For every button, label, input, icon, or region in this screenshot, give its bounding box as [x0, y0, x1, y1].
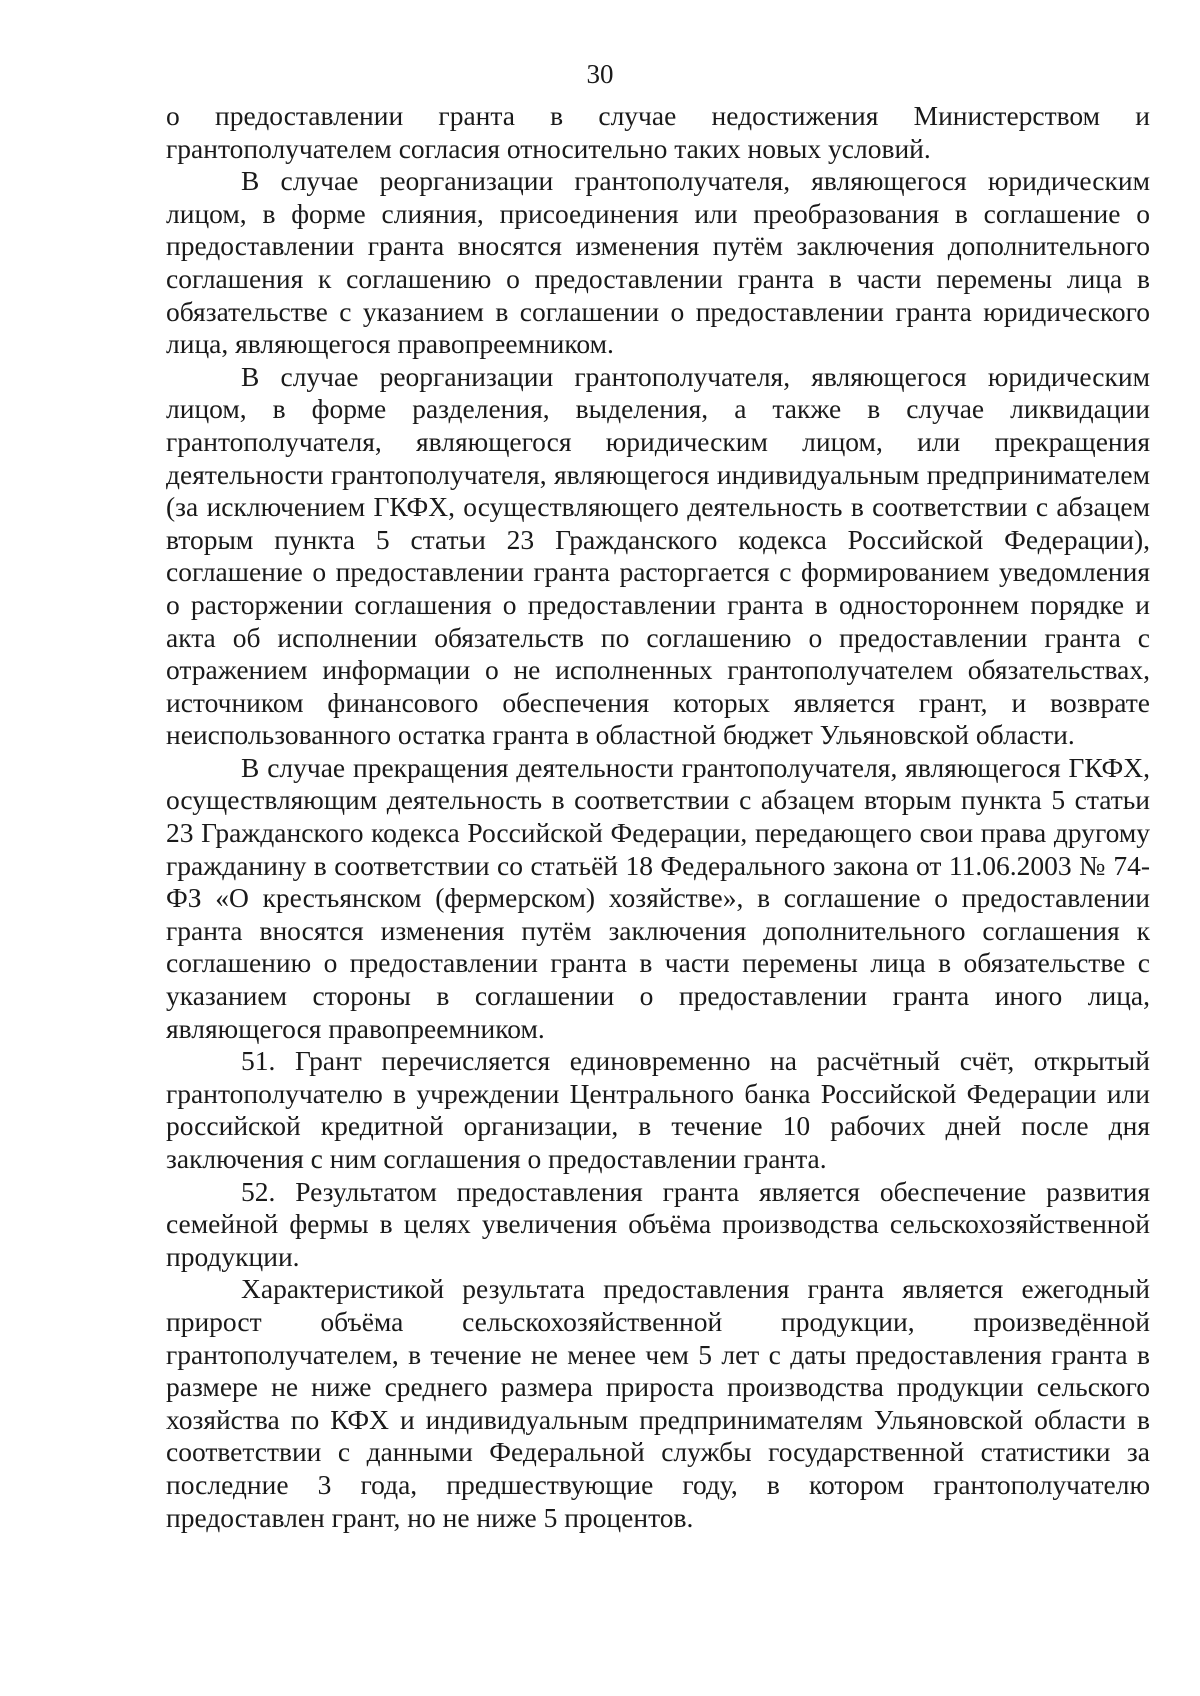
paragraph-reorganization-merger: В случае реорганизации грантополучателя, являющегося юридическим лицом, в форме слияния, присоединения или преобразования в соглашение о предоставлении гранта вносятся изменения путём заключения дополнительного соглашения к соглашению о предоставлении гранта в части перемены лица в обязательстве с указанием в соглашении о предоставлении гранта юридического лица, являющегося правопреемником.	[166, 165, 1150, 360]
page-number: 30	[586, 59, 614, 89]
document-body	[166, 100, 1150, 1534]
paragraph-reorganization-division: В случае реорганизации грантополучателя, являющегося юридическим лицом, в форме разделения, выделения, а также в случае ликвидации грантополучателя, являющегося юридическим лицом, или прекращения деятельности грантополучателя, являющегося индивидуальным предпринимателем (за исключением ГКФХ, осуществляющего деятельность в соответствии с абзацем вторым пункта 5 статьи 23 Гражданского кодекса Российской Федерации), соглашение о предоставлении гранта расторгается с формированием уведомления о расторжении соглашения о предоставлении гранта в одностороннем порядке и акта об исполнении обязательств по соглашению о предоставлении гранта с отражением информации о не исполненных грантополучателем обязательствах, источником финансового обеспечения которых является грант, и возврате неиспользованного остатка гранта в областной бюджет Ульяновской области.	[166, 360, 1150, 751]
paragraph-item-51: 51. Грант перечисляется единовременно на расчётный счёт, открытый грантополучателю в учреждении Центрального банка Российской Федерации или российской кредитной организации, в течение 10 рабочих дней после дня заключения с ним соглашения о предоставлении гранта.	[166, 1045, 1150, 1174]
paragraph-result-characteristic: Характеристикой результата предоставления гранта является ежегодный прирост объёма сельскохозяйственной продукции, произведённой грантополучателем, в течение не менее чем 5 лет с даты предоставления гранта в размере не ниже среднего размера прироста производства продукции сельского хозяйства по КФХ и индивидуальным предпринимателям Ульяновской области в соответствии с данными Федеральной службы государственной статистики за последние 3 года, предшествующие году, в котором грантополучателю предоставлен грант, но не ниже 5 процентов.	[166, 1273, 1150, 1533]
paragraph-gkfh-termination: В случае прекращения деятельности грантополучателя, являющегося ГКФХ, осуществляющим деятельность в соответствии с абзацем вторым пункта 5 статьи 23 Гражданского кодекса Российской Федерации, передающего свои права другому гражданину в соответствии со статьёй 18 Федерального закона от 11.06.2003 № 74-ФЗ «О крестьянском (фермерском) хозяйстве», в соглашение о предоставлении гранта вносятся изменения путём заключения дополнительного соглашения к соглашению о предоставлении гранта в части перемены лица в обязательстве с указанием стороны в соглашении о предоставлении гранта иного лица, являющегося правопреемником.	[166, 751, 1150, 1044]
paragraph-item-52: 52. Результатом предоставления гранта является обеспечение развития семейной фермы в целях увеличения объёма производства сельскохозяйственной продукции.	[166, 1175, 1150, 1272]
paragraph-continuation: о предоставлении гранта в случае недостижения Министерством и грантополучателем согласия относительно таких новых условий.	[166, 100, 1150, 164]
